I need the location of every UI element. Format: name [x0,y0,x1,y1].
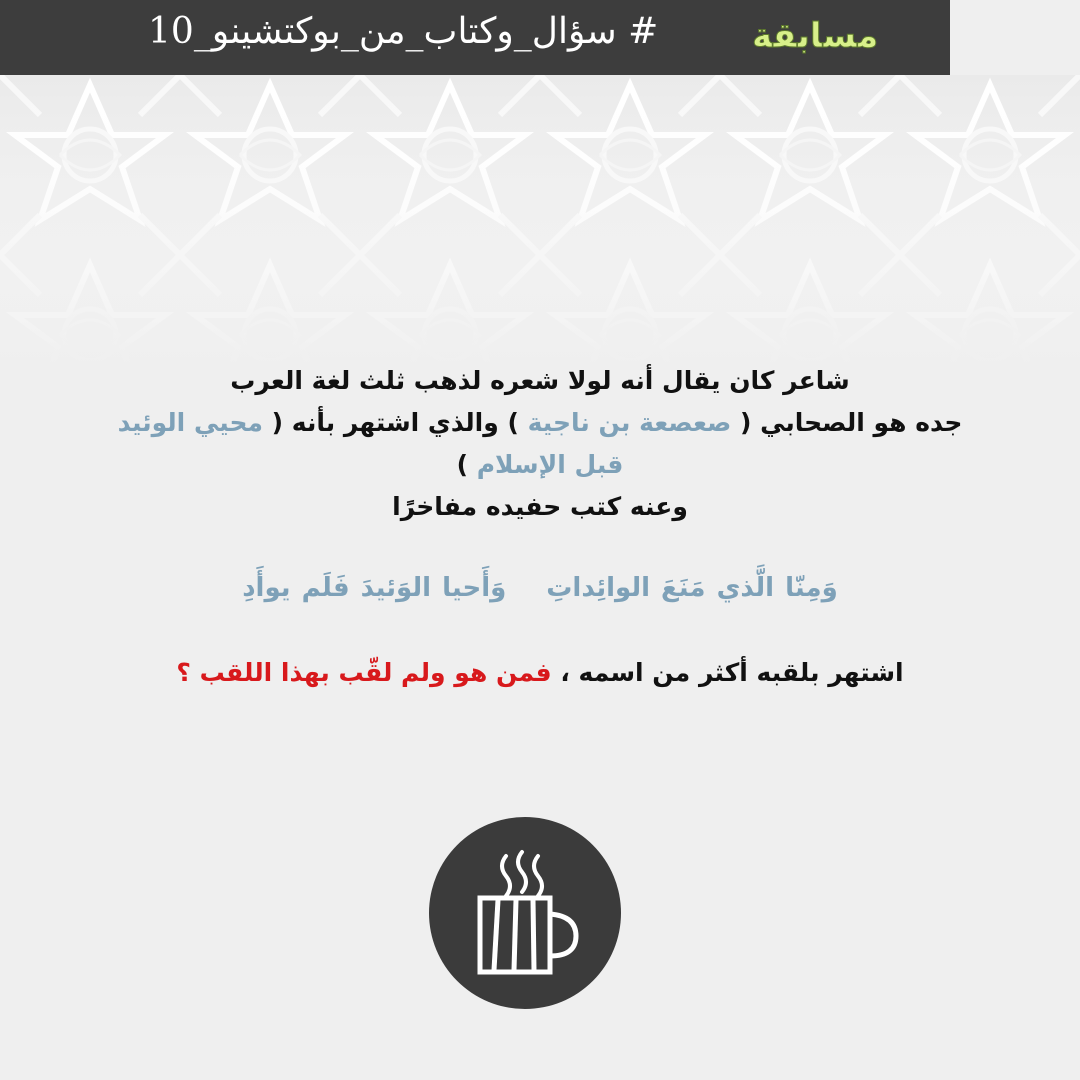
question-line-1: شاعر كان يقال أنه لولا شعره لذهب ثلث لغة العرب [230,366,850,395]
line2-middle: ) والذي اشتهر بأنه ( [262,408,528,437]
question-body [0,360,1080,698]
ornamental-background-pattern [0,75,1080,365]
competition-brand-label: مسابقة [752,16,879,56]
final-question-highlight: فمن هو ولم لقّب بهذا اللقب ؟ [176,658,552,687]
question-line-4: وعنه كتب حفيده مفاخرًا [392,492,688,521]
poetry-verse [0,564,1080,612]
verse-second-hemistich: وَأَحيا الوَئيدَ فَلَم يوأَدِ [242,573,507,603]
title-highlight-part2: قبل الإسلام [476,450,624,479]
line3-suffix: ) [456,450,477,479]
spacer [0,528,1080,564]
question-line-3 [0,444,1080,486]
coffee-cup-books-icon [428,816,622,1010]
hashtag-title: # سؤال_وكتاب_من_بوكتشينو_10 [148,11,659,52]
verse-first-hemistich: وَمِنّا الَّذي مَنَعَ الوائِداتِ [546,573,838,603]
spacer [0,612,1080,648]
header-bar [0,0,950,75]
question-line-2 [0,402,1080,444]
title-highlight-part1: محيي الوئيد [117,408,263,437]
final-question-prefix: اشتهر بلقبه أكثر من اسمه ، [551,658,904,687]
line2-prefix: جده هو الصحابي ( [731,408,963,437]
companion-name: صعصعة بن ناجية [527,408,732,437]
final-question-line [0,648,1080,698]
